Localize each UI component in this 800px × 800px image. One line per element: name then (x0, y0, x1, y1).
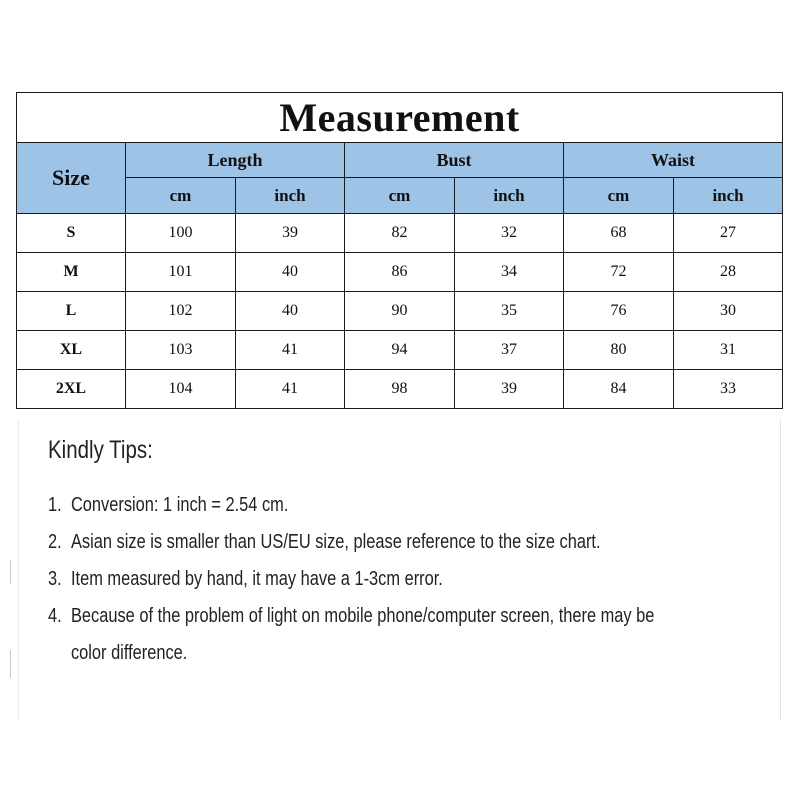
size-cell: S (17, 214, 126, 253)
tip-text: Item measured by hand, it may have a 1-3cm error. (70, 568, 443, 590)
value-cell: 37 (455, 331, 564, 370)
size-column-header: Size (17, 143, 126, 214)
value-cell: 34 (455, 253, 564, 292)
value-cell: 76 (564, 292, 674, 331)
tip-number: 4. (48, 605, 62, 627)
tips-title: Kindly Tips: (48, 436, 153, 464)
value-cell: 84 (564, 370, 674, 409)
tip-text: Conversion: 1 inch = 2.54 cm. (70, 494, 289, 516)
table-title: Measurement (17, 93, 783, 143)
tip-item-continuation (48, 635, 753, 672)
value-cell: 41 (236, 331, 345, 370)
tip-item (48, 561, 753, 598)
size-cell: M (17, 253, 126, 292)
table-row (17, 214, 783, 253)
value-cell: 39 (455, 370, 564, 409)
unit-header: inch (236, 178, 345, 214)
value-cell: 27 (674, 214, 783, 253)
value-cell: 30 (674, 292, 783, 331)
value-cell: 104 (126, 370, 236, 409)
value-cell: 86 (345, 253, 455, 292)
unit-header: cm (126, 178, 236, 214)
value-cell: 82 (345, 214, 455, 253)
tip-text: color difference. (70, 642, 188, 664)
value-cell: 98 (345, 370, 455, 409)
page-edge-line (18, 420, 19, 720)
value-cell: 94 (345, 331, 455, 370)
tips-section (48, 436, 748, 672)
value-cell: 31 (674, 331, 783, 370)
size-chart (16, 92, 782, 409)
tip-number-spacer (48, 635, 71, 672)
table-row (17, 370, 783, 409)
value-cell: 101 (126, 253, 236, 292)
size-cell: L (17, 292, 126, 331)
page-edge-tick (10, 650, 11, 678)
value-cell: 68 (564, 214, 674, 253)
waist-header: Waist (564, 143, 783, 178)
tip-text: Asian size is smaller than US/EU size, please reference to the size chart. (70, 531, 601, 553)
value-cell: 39 (236, 214, 345, 253)
value-cell: 35 (455, 292, 564, 331)
value-cell: 28 (674, 253, 783, 292)
value-cell: 102 (126, 292, 236, 331)
value-cell: 103 (126, 331, 236, 370)
value-cell: 32 (455, 214, 564, 253)
table-row (17, 253, 783, 292)
value-cell: 40 (236, 292, 345, 331)
length-header: Length (126, 143, 345, 178)
value-cell: 80 (564, 331, 674, 370)
tip-item (48, 598, 753, 635)
value-cell: 40 (236, 253, 345, 292)
tip-item (48, 524, 753, 561)
tip-number: 1. (48, 494, 62, 516)
page-edge-tick (10, 560, 11, 584)
table-row (17, 292, 783, 331)
tip-number: 3. (48, 568, 62, 590)
unit-header: inch (455, 178, 564, 214)
value-cell: 33 (674, 370, 783, 409)
unit-header: inch (674, 178, 783, 214)
size-table (16, 92, 783, 409)
unit-header: cm (564, 178, 674, 214)
value-cell: 72 (564, 253, 674, 292)
bust-header: Bust (345, 143, 564, 178)
tip-text: Because of the problem of light on mobile phone/computer screen, there may be (70, 605, 655, 627)
size-cell: XL (17, 331, 126, 370)
page-edge-line (780, 420, 781, 720)
value-cell: 100 (126, 214, 236, 253)
table-row (17, 331, 783, 370)
tip-number: 2. (48, 531, 62, 553)
value-cell: 90 (345, 292, 455, 331)
value-cell: 41 (236, 370, 345, 409)
size-cell: 2XL (17, 370, 126, 409)
tip-item (48, 487, 753, 524)
unit-header: cm (345, 178, 455, 214)
